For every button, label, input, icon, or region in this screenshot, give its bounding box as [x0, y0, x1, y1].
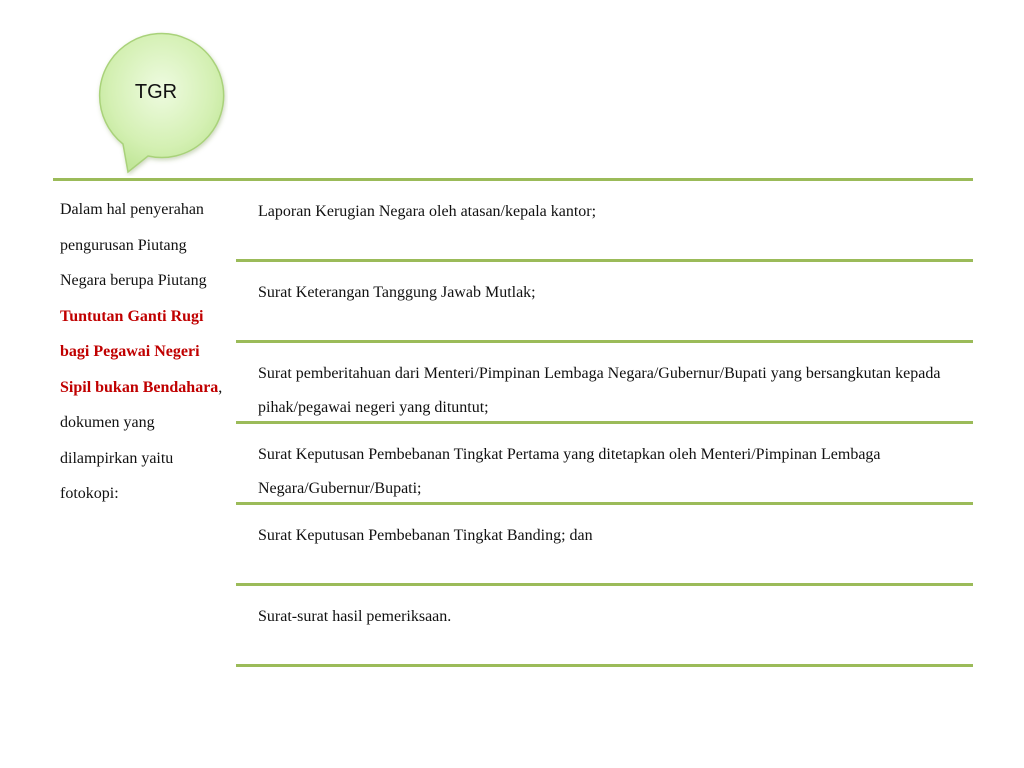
list-item: Surat pemberitahuan dari Menteri/Pimpinan Lembaga Negara/Gubernur/Bupati yang bersangkutan kepada pihak/pegawai negeri yang dituntut; [236, 343, 973, 424]
intro-highlight: Tuntutan Ganti Rugi bagi Pegawai Negeri Sipil bukan Bendahara [60, 307, 219, 396]
list-item: Surat Keputusan Pembebanan Tingkat Pertama yang ditetapkan oleh Menteri/Pimpinan Lembaga Negara/Gubernur/Bupati; [236, 424, 973, 505]
intro-paragraph [60, 192, 232, 512]
list-item: Surat-surat hasil pemeriksaan. [236, 586, 973, 667]
list-item: Laporan Kerugian Negara oleh atasan/kepala kantor; [236, 181, 973, 262]
tgr-callout-bubble [88, 26, 228, 174]
intro-text: Dalam hal penyerahan pengurusan Piutang Negara berupa Piutang [60, 201, 207, 289]
bubble-label: TGR [134, 81, 178, 103]
list-item: Surat Keputusan Pembebanan Tingkat Banding; dan [236, 505, 973, 586]
intro-tail: , dokumen yang dilampirkan yaitu fotokopi: [60, 378, 223, 502]
list-item: Surat Keterangan Tanggung Jawab Mutlak; [236, 262, 973, 343]
document-list [236, 181, 973, 667]
